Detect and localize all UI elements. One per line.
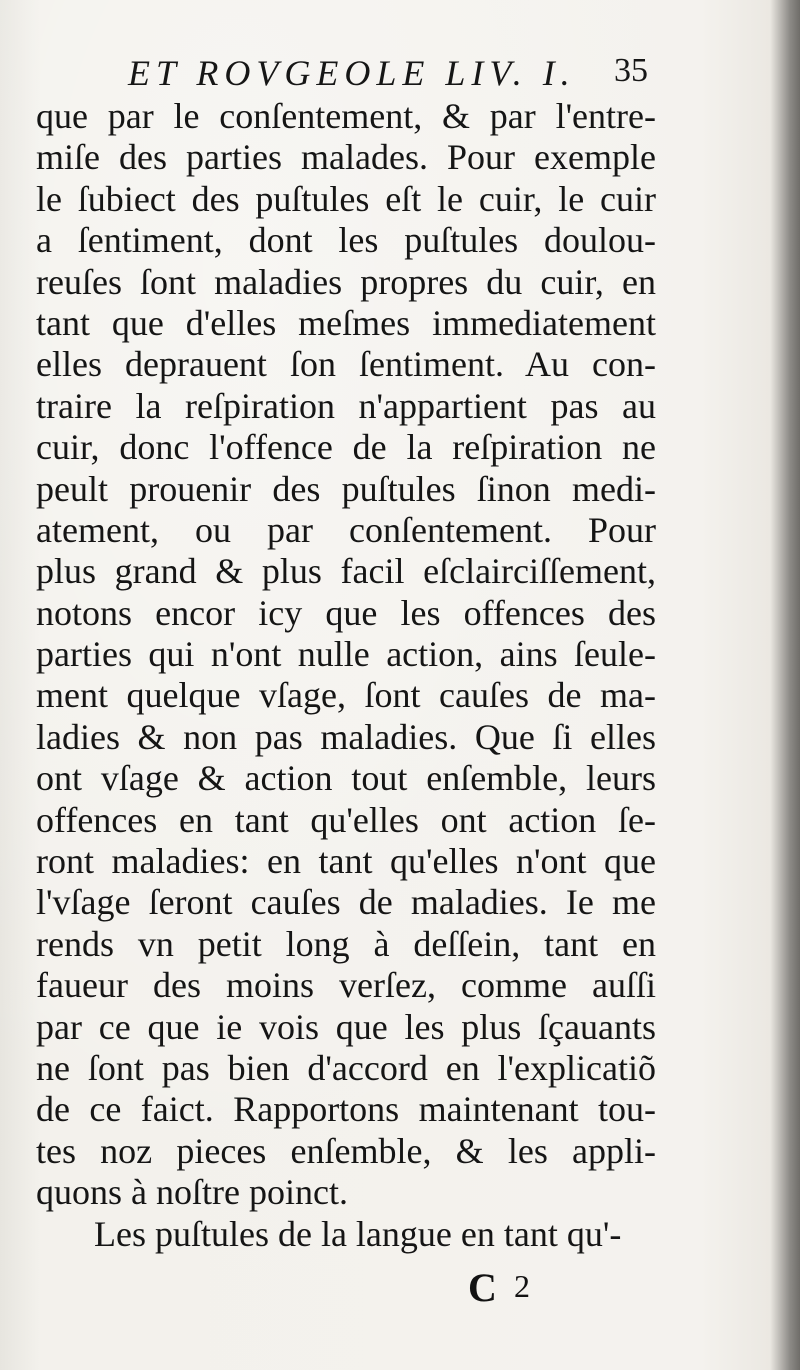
text-line: notons encor icy que les offences des	[36, 592, 656, 633]
text-line: cuir, donc l'offence de la reſpiration ne	[36, 427, 656, 468]
paragraph-end-line: quons à noſtre poinct.	[36, 1172, 348, 1213]
text-line: ront maladies: en tant qu'elles n'ont que	[36, 841, 656, 882]
text-line: elles deprauent ſon ſentiment. Au con-	[36, 344, 656, 385]
text-line: tes noz pieces enſemble, & les appli-	[36, 1130, 656, 1171]
text-line: plus grand & plus facil eſclairciſſement,	[36, 551, 656, 592]
text-line: reuſes ſont maladies propres du cuir, en	[36, 261, 656, 302]
text-line: de ce faict. Rapportons maintenant tou-	[36, 1089, 656, 1130]
text-line: ne ſont pas bien d'accord en l'explicatiõ	[36, 1047, 656, 1088]
new-paragraph-line: Les puſtules de la langue en tant qu'-	[94, 1213, 622, 1254]
text-line: atement, ou par conſentement. Pour	[36, 509, 656, 550]
text-line: offences en tant qu'elles ont action ſe-	[36, 799, 656, 840]
text-line: traire la reſpiration n'appartient pas au	[36, 385, 656, 426]
text-line: tant que d'elles meſmes immediatement	[36, 302, 656, 343]
text-line: miſe des parties malades. Pour exemple	[36, 137, 656, 178]
signature-number: 2	[514, 1268, 530, 1304]
running-head	[128, 52, 658, 94]
page-number: 35	[614, 52, 648, 89]
text-line: a ſentiment, dont les puſtules doulou-	[36, 220, 656, 261]
text-line: ont vſage & action tout enſemble, leurs	[36, 758, 656, 799]
text-line: ladies & non pas maladies. Que ſi elles	[36, 716, 656, 757]
text-line: l'vſage ſeront cauſes de maladies. Ie me	[36, 882, 656, 923]
text-line: ment quelque vſage, ſont cauſes de ma-	[36, 675, 656, 716]
running-title: ET ROVGEOLE LIV. I.	[128, 53, 576, 93]
text-line: que par le conſentement, & par l'entre-	[36, 96, 656, 136]
signature-letter: C	[468, 1265, 497, 1310]
text-line: le ſubiect des puſtules eſt le cuir, le cuir	[36, 178, 656, 219]
text-line: peult prouenir des puſtules ſinon medi-	[36, 468, 656, 509]
text-line: parties qui n'ont nulle action, ains ſeule-	[36, 634, 656, 675]
text-line: par ce que ie vois que les plus ſçauants	[36, 1006, 656, 1047]
text-line: rends vn petit long à deſſein, tant en	[36, 923, 656, 964]
body-text	[36, 96, 656, 1255]
text-line: faueur des moins verſez, comme auſſi	[36, 965, 656, 1006]
